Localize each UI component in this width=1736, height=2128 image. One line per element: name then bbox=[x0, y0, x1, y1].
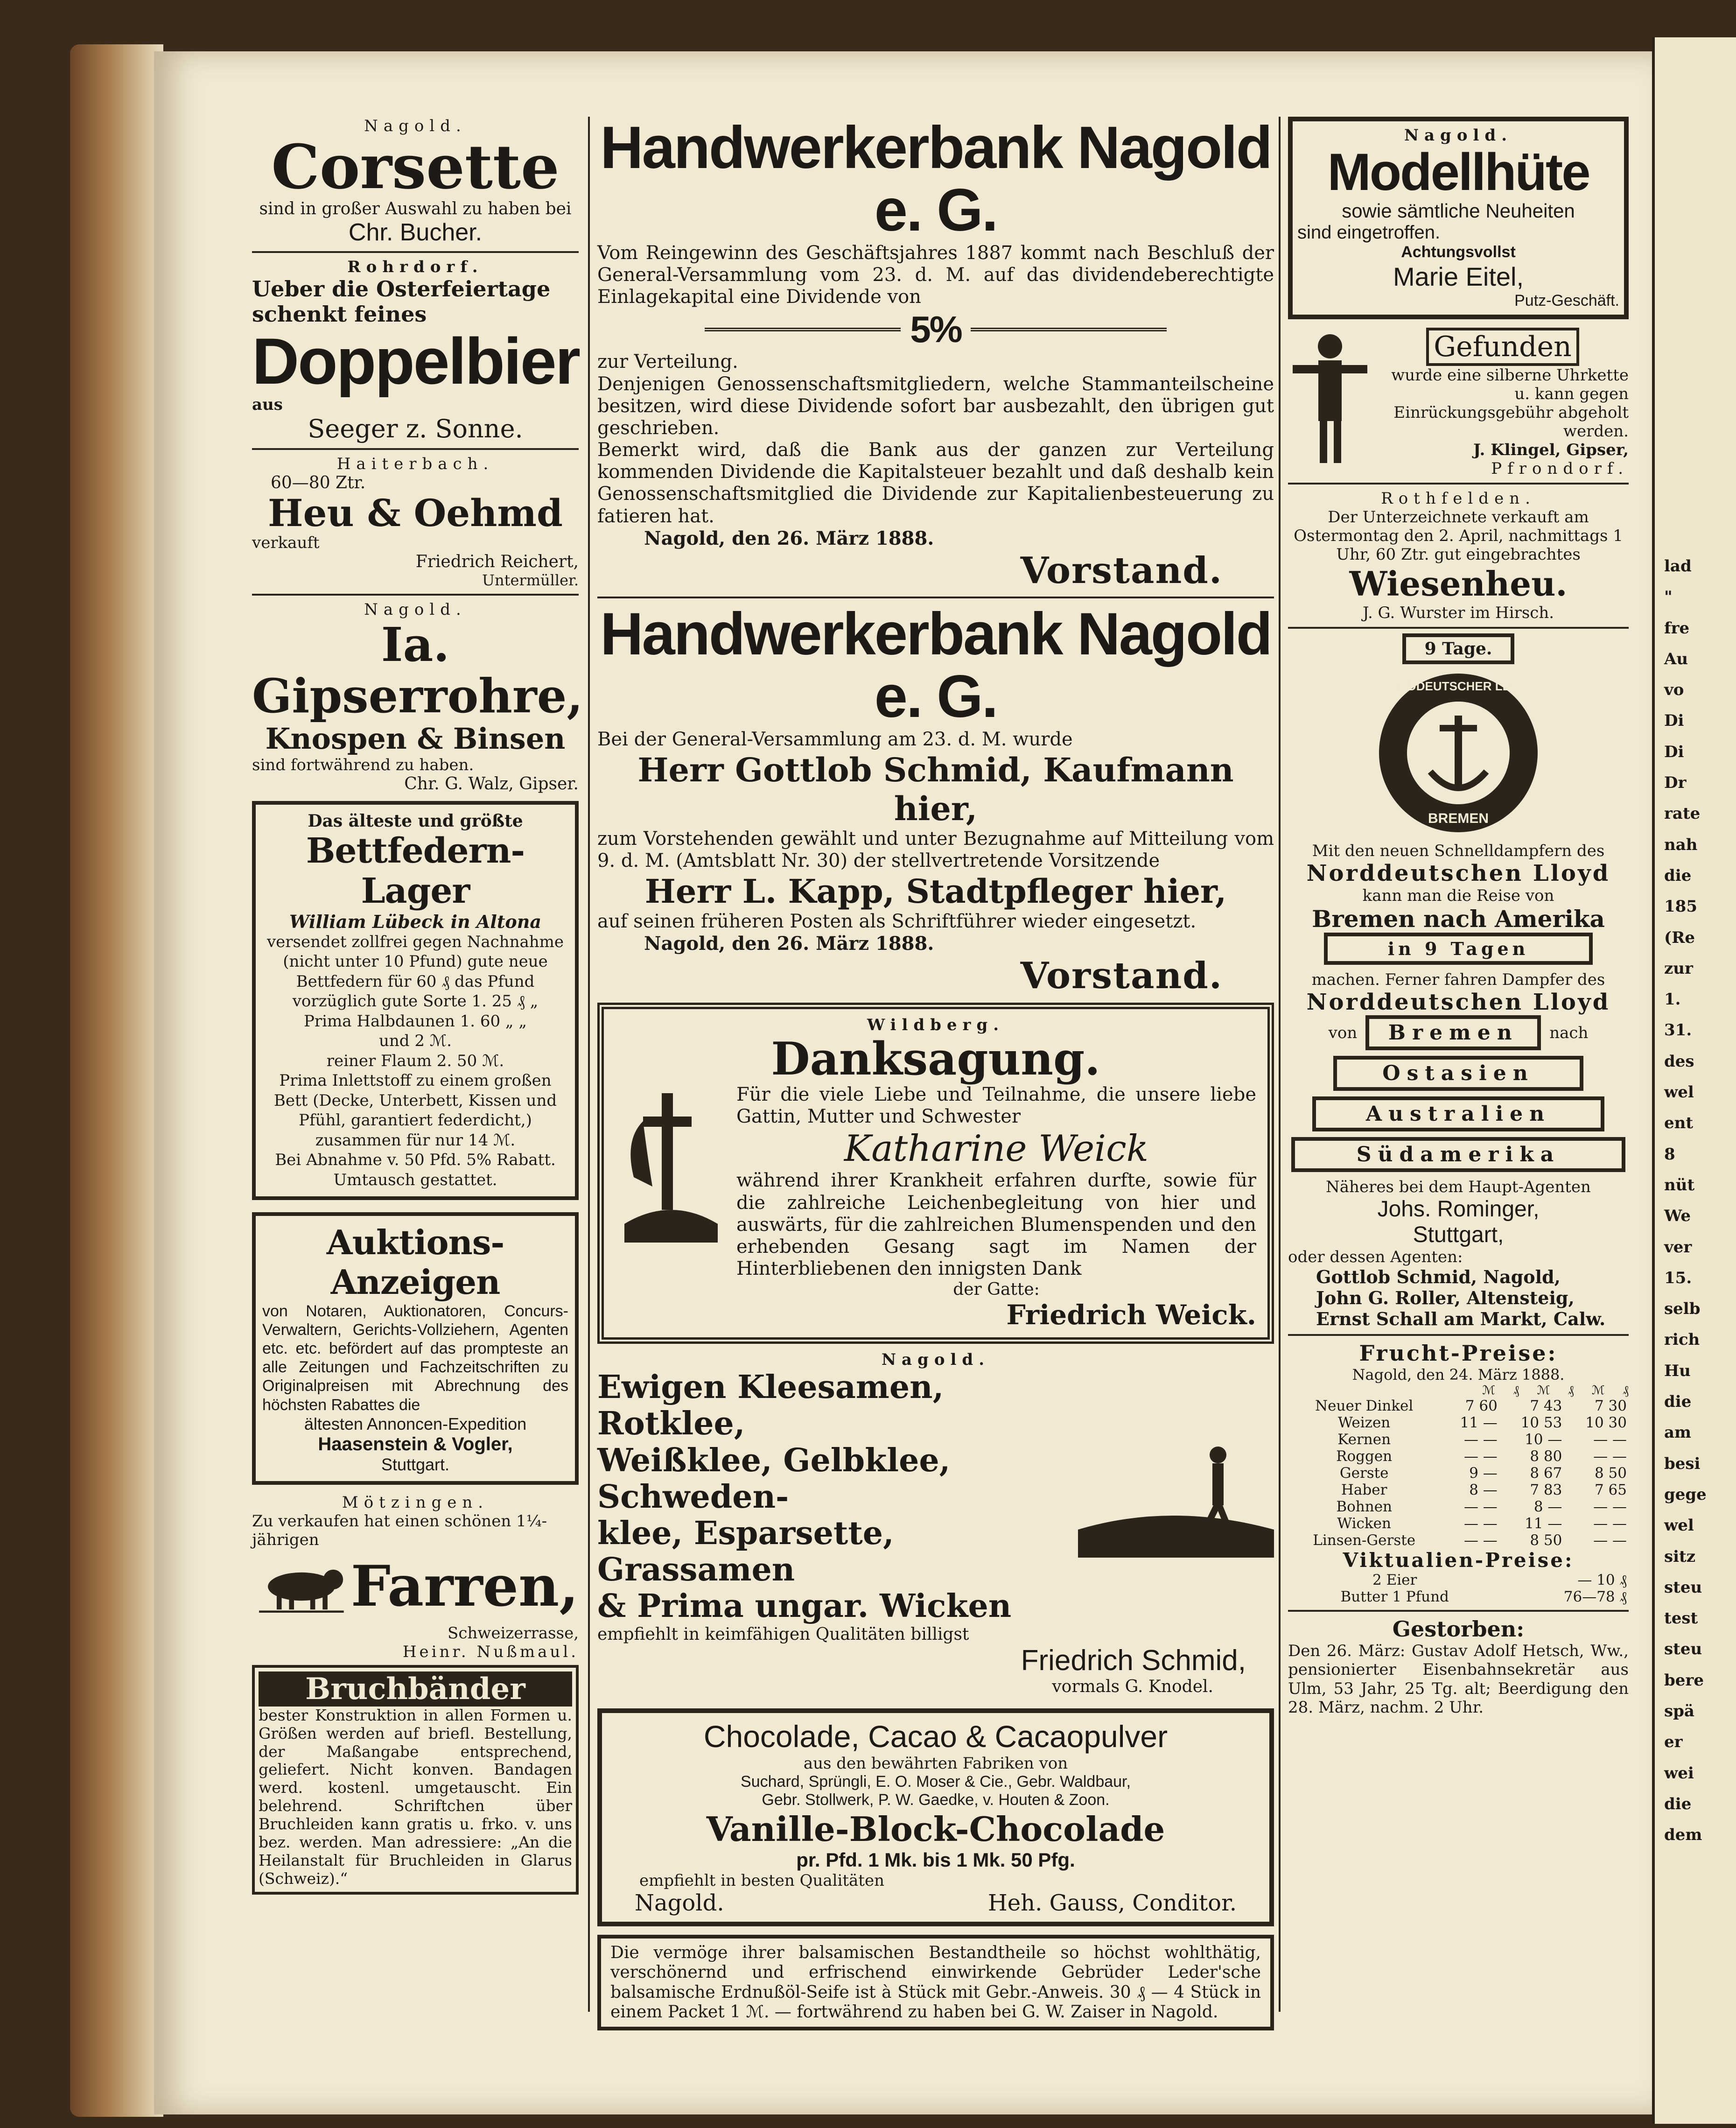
column-middle bbox=[597, 114, 1274, 2030]
ad-text: der Gatte: bbox=[953, 1280, 1040, 1299]
ad-name: Herr Gottlob Schmid, Kaufmann hier, bbox=[637, 750, 1234, 828]
price-value: 76—78 ₰ bbox=[1563, 1588, 1627, 1606]
ad-price: pr. Pfd. 1 Mk. bis 1 Mk. 50 Pfg. bbox=[796, 1848, 1075, 1871]
price-line: Bett (Decke, Unterbett, Kissen und bbox=[273, 1091, 557, 1110]
ad-title: Vanille-Block-Chocolade bbox=[706, 1809, 1165, 1849]
edge-fragment: Dr bbox=[1664, 773, 1687, 793]
edge-fragment: zur bbox=[1664, 959, 1693, 978]
ad-seller: Seeger z. Sonne. bbox=[308, 414, 523, 443]
ad-seller: Heh. Gauss, Conditor. bbox=[987, 1889, 1237, 1916]
ad-seller: Chr. G. Walz, Gipser. bbox=[404, 774, 579, 794]
edge-fragment: wei bbox=[1664, 1763, 1694, 1783]
price-item: Haber bbox=[1341, 1482, 1387, 1499]
ad-text: jährigen bbox=[252, 1530, 319, 1549]
edge-fragment: dem bbox=[1664, 1826, 1702, 1845]
price-value: — — bbox=[1593, 1448, 1627, 1465]
ad-text: machen. Ferner fahren Dampfer des bbox=[1311, 970, 1605, 990]
lloyd-seal bbox=[1374, 669, 1542, 837]
ad-title: Handwerkerbank Nagold e. G. bbox=[600, 600, 1271, 730]
price-line: Pfühl, garantiert federdicht,) bbox=[299, 1111, 532, 1130]
edge-fragment: wel bbox=[1664, 1516, 1694, 1535]
ad-text: kann man die Reise von bbox=[1362, 886, 1554, 906]
ad-title: Wiesenheu. bbox=[1349, 564, 1568, 604]
ad-city: Stuttgart. bbox=[381, 1454, 450, 1474]
ad-place: Nagold. bbox=[881, 1350, 990, 1370]
ad-title: Handwerkerbank Nagold e. G. bbox=[600, 114, 1271, 244]
ad-text: Bemerkt wird, daß die Bank aus der ganzen zur Verteilung kommenden Dividende die Kapitalsteuer bezahlt und daß deshalb kein Genossenschaftsmitglied die Dividende zur Kapitalienbesteuerung zu fatieren hat. bbox=[597, 439, 1274, 527]
ad-seller: Untermüller. bbox=[482, 571, 579, 589]
edge-fragment: die bbox=[1664, 866, 1692, 885]
ad-danksagung bbox=[597, 1003, 1274, 1344]
ad-text: nach bbox=[1549, 1023, 1589, 1042]
divider bbox=[1288, 1334, 1629, 1336]
ad-seller: Friedrich Reichert, bbox=[415, 552, 579, 571]
price-value: 7 65 bbox=[1594, 1482, 1627, 1499]
price-item: Roggen bbox=[1336, 1448, 1393, 1465]
edge-fragment: 15. bbox=[1664, 1268, 1692, 1287]
edge-fragment: (Re bbox=[1664, 928, 1695, 947]
ad-chocolade bbox=[597, 1708, 1274, 1926]
ad-place: Wildberg. bbox=[867, 1016, 1005, 1035]
ad-firm: William Lübeck in Altona bbox=[289, 911, 541, 932]
ad-name: Norddeutschen Lloyd bbox=[1306, 860, 1610, 887]
ad-city: Nagold. bbox=[635, 1889, 724, 1916]
grain-price-table bbox=[1288, 1398, 1629, 1549]
ad-doppelbier bbox=[252, 258, 579, 443]
ad-text: 60—80 Ztr. bbox=[271, 473, 366, 492]
price-value: 10 30 bbox=[1585, 1414, 1627, 1432]
grave-cross-illustration-icon bbox=[615, 1084, 727, 1252]
agent-line: Gottlob Schmid, Nagold, bbox=[1316, 1266, 1561, 1288]
divider bbox=[1288, 483, 1629, 485]
price-value: 7 43 bbox=[1530, 1398, 1562, 1415]
ad-text: empfiehlt in besten Qualitäten bbox=[639, 1871, 884, 1890]
ad-text: Zu verkaufen hat einen schönen 1¼- bbox=[252, 1511, 547, 1531]
ad-text: von bbox=[1328, 1023, 1358, 1042]
price-line: (nicht unter 10 Pfund) gute neue bbox=[283, 952, 548, 971]
price-value: 8 80 bbox=[1530, 1448, 1562, 1465]
edge-fragment: die bbox=[1664, 1392, 1692, 1412]
edge-fragment: vo bbox=[1664, 681, 1684, 700]
price-value: 8 — bbox=[1469, 1482, 1498, 1499]
price-value: 11 — bbox=[1525, 1515, 1562, 1532]
ad-text: sind in großer Auswahl zu haben bei bbox=[259, 199, 572, 218]
ad-seller: Chr. Bucher. bbox=[348, 218, 483, 246]
ad-modellhuete bbox=[1288, 117, 1629, 319]
edge-fragment: rate bbox=[1664, 804, 1701, 823]
edge-fragment: 8 bbox=[1664, 1145, 1675, 1164]
price-value: 9 — bbox=[1469, 1465, 1498, 1482]
agent-line: John G. Roller, Altensteig, bbox=[1316, 1287, 1575, 1309]
ad-agent: Johs. Rominger, bbox=[1377, 1197, 1540, 1222]
price-row bbox=[1288, 1414, 1629, 1431]
ad-title: Modellhüte bbox=[1327, 143, 1589, 201]
ad-text: verkauft bbox=[252, 533, 320, 552]
column-rule bbox=[588, 117, 590, 2012]
ad-firm: ältesten Annoncen-Expedition bbox=[304, 1414, 527, 1433]
ad-seller: J. G. Wurster im Hirsch. bbox=[1362, 604, 1554, 623]
ad-title bbox=[597, 1369, 1078, 1624]
ad-date: Nagold, den 26. März 1888. bbox=[644, 933, 934, 955]
viktualien-title: Viktualien-Preise: bbox=[1343, 1549, 1574, 1572]
ad-title: Bettfedern-Lager bbox=[306, 830, 525, 911]
ad-text: Bei der General-Versammlung am 23. d. M. wurde bbox=[597, 728, 1073, 750]
edge-fragment: des bbox=[1664, 1052, 1694, 1071]
prices-date: Nagold, den 24. März 1888. bbox=[1352, 1366, 1565, 1384]
edge-fragment: sitz bbox=[1664, 1547, 1696, 1566]
price-value: — — bbox=[1463, 1498, 1498, 1516]
ad-place: Nagold. bbox=[1404, 126, 1513, 145]
book-spine bbox=[70, 44, 163, 2117]
edge-fragment: rich bbox=[1664, 1330, 1700, 1349]
ad-text: wurde eine silberne Uhrkette u. kann gegen Einrückungsgebühr abgeholt werden. bbox=[1391, 365, 1629, 441]
ad-text: zur Verteilung. bbox=[597, 351, 738, 373]
ad-place: Haiterbach. bbox=[336, 454, 494, 473]
ad-place: Pfrondorf. bbox=[1491, 459, 1629, 478]
column-right bbox=[1288, 117, 1629, 1717]
ad-text: zum Vorstehenden gewählt und unter Bezugnahme auf Mitteilung vom 9. d. M. (Amtsblatt Nr. 30) der stellvertretende Vorsitzende bbox=[597, 828, 1274, 871]
ad-farren bbox=[252, 1493, 579, 1661]
ad-subtitle: Knospen & Binsen bbox=[265, 721, 566, 756]
prices-title: Frucht-Preise: bbox=[1359, 1341, 1558, 1366]
edge-fragment: besi bbox=[1664, 1454, 1701, 1473]
ad-text: bester Konstruktion in allen Formen u. Größen werden auf briefl. Bestellung, der Maßangabe entsprechend, geliefert. Nicht konven. Bandagen werd. kostenl. umgetauscht. Ein belehrend. Schriftchen über Bruchleiden kann gratis u. frko. v. uns bez. werden. Man adressiere: „An die Heilanstalt für Bruchleiden in Glarus (Schweiz).“ bbox=[259, 1706, 572, 1888]
ad-days: in 9 Tagen bbox=[1324, 933, 1593, 965]
edge-fragment: gege bbox=[1664, 1485, 1707, 1504]
edge-fragment: am bbox=[1664, 1423, 1692, 1442]
price-item: Gerste bbox=[1339, 1465, 1389, 1482]
edge-fragment: die bbox=[1664, 1794, 1692, 1813]
ad-text: Die vermöge ihrer balsamischen Bestandtheile so höchst wohlthätig, verschönernd und erfrischend einwirkende Gebrüder Leder'sche balsamische Erdnußöl-Seife ist à Stück mit Gebr.-Anweis. 30 ₰ — 4 Stück in einem Packet 1 ℳ. — fortwährend zu haben bei G. W. Zaiser in Nagold. bbox=[610, 1943, 1261, 2022]
ad-text: sowie sämtliche Neuheiten bbox=[1342, 199, 1575, 222]
ad-seife bbox=[597, 1935, 1274, 2031]
ad-kleesamen bbox=[597, 1350, 1274, 1696]
price-row bbox=[1288, 1572, 1629, 1588]
ad-text: Der Unterzeichnete verkauft am Ostermontag den 2. April, nachmittags 1 Uhr, 60 Ztr. gut eingebrachtes bbox=[1294, 508, 1623, 564]
price-line: Bettfedern für 60 ₰ das Pfund bbox=[296, 972, 535, 991]
product-line: Weißklee, Gelbklee, Schweden- bbox=[597, 1441, 951, 1516]
edge-fragment: Di bbox=[1664, 711, 1684, 730]
column-left bbox=[252, 117, 583, 1895]
price-value: 8 50 bbox=[1530, 1532, 1562, 1549]
ad-date: Nagold, den 26. März 1888. bbox=[644, 527, 934, 549]
destination-australien: Australien bbox=[1312, 1096, 1604, 1131]
ad-text: Denjenigen Genossenschaftsmitgliedern, welche Stammanteilscheine besitzen, wird diese Dividende sofort bar ausbezahlt, den übrigen gut geschrieben. bbox=[597, 373, 1274, 439]
price-value: 11 — bbox=[1460, 1414, 1498, 1432]
ad-text: empfiehlt in keimfähigen Qualitäten billigst bbox=[597, 1624, 969, 1644]
divider bbox=[1288, 627, 1629, 629]
destination-bremen: Bremen bbox=[1365, 1015, 1541, 1050]
edge-fragment: nüt bbox=[1664, 1175, 1695, 1194]
edge-fragment: fre bbox=[1664, 618, 1690, 638]
ad-name: Norddeutschen Lloyd bbox=[1306, 989, 1610, 1016]
ad-text: Gebr. Stollwerk, P. W. Gaedke, v. Houten & Zoon. bbox=[762, 1791, 1110, 1809]
edge-fragment: ver bbox=[1664, 1237, 1692, 1257]
edge-fragment: 1. bbox=[1664, 990, 1681, 1009]
ad-place: Rothfelden. bbox=[1381, 489, 1536, 508]
edge-fragment: lad bbox=[1664, 557, 1692, 576]
edge-fragment: ent bbox=[1664, 1114, 1694, 1133]
days-badge: 9 Tage. bbox=[1402, 633, 1515, 664]
ad-title: Bruchbänder bbox=[259, 1671, 572, 1707]
ad-text: Für die viele Liebe und Teilnahme, die unsere liebe Gattin, Mutter und Schwester bbox=[736, 1083, 1256, 1128]
price-item: Kernen bbox=[1337, 1431, 1391, 1448]
price-row bbox=[1288, 1465, 1629, 1482]
seal-text-top: NORDDEUTSCHER LLOYD bbox=[1380, 679, 1536, 694]
product-line: Ewigen Kleesamen, Rotklee, bbox=[597, 1369, 944, 1443]
ad-route: Bremen nach Amerika bbox=[1312, 905, 1605, 933]
ad-text: aus bbox=[252, 395, 283, 414]
ad-firm: Haasenstein & Vogler, bbox=[318, 1433, 513, 1454]
ad-text: vormals G. Knodel. bbox=[1052, 1677, 1213, 1696]
price-line: vorzüglich gute Sorte 1. 25 ₰ „ bbox=[292, 992, 539, 1011]
price-row bbox=[1288, 1532, 1629, 1549]
price-value: — — bbox=[1463, 1515, 1498, 1532]
price-line: reiner Flaum 2. 50 ℳ. bbox=[326, 1051, 504, 1070]
ad-seller: J. Klingel, Gipser, bbox=[1473, 441, 1629, 460]
price-value: — — bbox=[1463, 1448, 1498, 1465]
price-line: Bei Abnahme v. 50 Pfd. 5% Rabatt. bbox=[275, 1151, 556, 1169]
price-item: Linsen-Gerste bbox=[1313, 1532, 1416, 1549]
price-row bbox=[1288, 1482, 1629, 1498]
ad-text: während ihrer Krankheit erfahren durfte, sowie für die zahlreiche Leichenbegleitung von hier und auswärts, für die zahlreichen Blumenspenden und den erhebenden Gesang sagt im Namen der Hinterbliebenen den innigsten Dank bbox=[736, 1170, 1256, 1280]
agent-line: Ernst Schall am Markt, Calw. bbox=[1316, 1308, 1606, 1330]
edge-fragment: Au bbox=[1664, 649, 1688, 668]
ad-text: oder dessen Agenten: bbox=[1288, 1248, 1463, 1267]
ad-text: sind fortwährend zu haben. bbox=[252, 755, 474, 774]
price-row bbox=[1288, 1515, 1629, 1532]
price-line: zusammen für nur 14 ℳ. bbox=[315, 1131, 516, 1150]
price-value: 7 60 bbox=[1465, 1398, 1498, 1415]
price-line: und 2 ℳ. bbox=[379, 1032, 452, 1050]
price-line: versendet zollfrei gegen Nachnahme bbox=[266, 932, 564, 951]
ad-bank-dividend bbox=[597, 114, 1274, 592]
ad-gefunden bbox=[1288, 328, 1629, 478]
ad-text: Putz-Geschäft. bbox=[1514, 291, 1619, 309]
price-value: — — bbox=[1463, 1431, 1498, 1448]
edge-fragment: test bbox=[1664, 1609, 1698, 1628]
ad-title: Chocolade, Cacao & Cacaopulver bbox=[703, 1719, 1168, 1754]
destination-suedamerika: Südamerika bbox=[1291, 1137, 1625, 1172]
divider bbox=[252, 594, 579, 596]
ad-text: Schweizerrasse, bbox=[448, 1623, 579, 1643]
market-prices bbox=[1288, 1341, 1629, 1605]
edge-fragment: wel bbox=[1664, 1083, 1694, 1102]
destination-ostasien: Ostasien bbox=[1333, 1056, 1583, 1091]
dividend-value: 5% bbox=[910, 309, 961, 351]
price-line: Umtausch gestattet. bbox=[333, 1170, 497, 1189]
product-line: & Prima ungar. Wicken bbox=[597, 1587, 1012, 1625]
ad-signature: Vorstand. bbox=[1020, 549, 1223, 592]
ad-title: Doppelbier bbox=[252, 324, 580, 398]
divider bbox=[252, 448, 579, 450]
notice-text: Den 26. März: Gustav Adolf Hetsch, Ww., pensionierter Eisenbahnsekretär aus Ulm, 53 Jahr, 25 Tg. alt; Beerdigung den 28. März, nachm. 2 Uhr. bbox=[1288, 1642, 1629, 1717]
ad-kicker: Das älteste und größte bbox=[308, 811, 523, 831]
viktualien-price-table bbox=[1288, 1572, 1629, 1605]
price-row bbox=[1288, 1431, 1629, 1448]
ad-text: sind eingetroffen. bbox=[1297, 222, 1441, 243]
ad-signature: Friedrich Weick. bbox=[1006, 1299, 1256, 1331]
messenger-illustration-icon bbox=[1288, 328, 1372, 468]
price-value: — — bbox=[1593, 1431, 1627, 1448]
ad-name: Katharine Weick bbox=[844, 1128, 1149, 1170]
price-row bbox=[1288, 1398, 1629, 1414]
ad-title: Corsette bbox=[271, 131, 560, 203]
ad-title: Auktions-Anzeigen bbox=[326, 1222, 504, 1302]
price-row bbox=[1288, 1588, 1629, 1605]
price-value: — — bbox=[1593, 1532, 1627, 1549]
ad-text: Suchard, Sprüngli, E. O. Moser & Cie., Gebr. Waldbaur, bbox=[741, 1772, 1131, 1791]
ad-title: Heu & Oehmd bbox=[268, 491, 563, 535]
ad-auktion bbox=[252, 1212, 579, 1485]
ad-text: Mit den neuen Schnelldampfern des bbox=[1312, 842, 1605, 861]
price-line: Prima Inlettstoff zu einem großen bbox=[279, 1071, 552, 1090]
edge-fragment: selb bbox=[1664, 1299, 1701, 1319]
adjacent-page-edge bbox=[1652, 37, 1736, 2124]
ad-corsette bbox=[252, 117, 579, 246]
price-row bbox=[1288, 1498, 1629, 1515]
price-value: 10 53 bbox=[1520, 1414, 1562, 1432]
ad-text: Vom Reingewinn des Geschäftsjahres 1887 kommt nach Beschluß der General-Versammlung vom 23. d. M. auf das dividendeberechtigte Einlagekapital eine Dividende von bbox=[597, 242, 1274, 308]
price-row bbox=[1288, 1448, 1629, 1465]
price-value: — 10 ₰ bbox=[1577, 1572, 1627, 1589]
price-item: Butter 1 Pfund bbox=[1340, 1588, 1449, 1606]
ad-title: Farren, bbox=[350, 1553, 579, 1620]
edge-fragment: " bbox=[1664, 588, 1673, 607]
divider bbox=[1288, 1610, 1629, 1612]
price-item: Bohnen bbox=[1336, 1498, 1392, 1516]
price-value: 7 83 bbox=[1530, 1482, 1562, 1499]
seal-text-bottom: BREMEN bbox=[1428, 811, 1489, 827]
ad-text: aus den bewährten Fabriken von bbox=[803, 1754, 1068, 1773]
product-line: klee, Esparsette, Grassamen bbox=[597, 1515, 894, 1589]
price-value: 7 30 bbox=[1594, 1398, 1627, 1415]
ad-bank-vorstand bbox=[597, 600, 1274, 997]
ad-wiesenheu bbox=[1288, 489, 1629, 622]
edge-fragment: Hu bbox=[1664, 1361, 1691, 1380]
price-item: Wicken bbox=[1337, 1515, 1391, 1532]
adjacent-page-text bbox=[1655, 37, 1736, 1850]
price-line: Prima Halbdaunen 1. 60 „ „ bbox=[304, 1011, 527, 1031]
edge-fragment: bere bbox=[1664, 1671, 1704, 1690]
price-value: 10 — bbox=[1525, 1431, 1562, 1448]
price-value: — — bbox=[1593, 1498, 1627, 1516]
divider bbox=[252, 251, 579, 253]
ad-signature: Vorstand. bbox=[1020, 955, 1223, 997]
ad-place: Rohrdorf. bbox=[347, 257, 483, 276]
ad-text: auf seinen früheren Posten als Schriftführer wieder eingesetzt. bbox=[597, 911, 1197, 933]
ad-gipser bbox=[252, 600, 583, 794]
ad-bruchbaender bbox=[252, 1665, 579, 1895]
newspaper-page bbox=[154, 51, 1652, 2114]
notice-title: Gestorben: bbox=[1392, 1616, 1525, 1642]
edge-fragment: Di bbox=[1664, 742, 1684, 761]
column-rule bbox=[1279, 117, 1281, 2012]
price-value: — — bbox=[1463, 1532, 1498, 1549]
ad-heu bbox=[252, 455, 579, 589]
ad-seller: Heinr. Nußmaul. bbox=[402, 1642, 579, 1661]
edge-fragment: spä bbox=[1664, 1701, 1694, 1721]
agent-list bbox=[1288, 1266, 1629, 1329]
ad-text: Näheres bei dem Haupt-Agenten bbox=[1326, 1178, 1591, 1197]
divider bbox=[597, 597, 1274, 598]
price-item: Neuer Dinkel bbox=[1315, 1398, 1414, 1415]
price-value: 8 67 bbox=[1530, 1465, 1562, 1482]
edge-fragment: steu bbox=[1664, 1640, 1702, 1659]
price-item: 2 Eier bbox=[1372, 1572, 1417, 1589]
ad-text: Achtungsvollst bbox=[1401, 243, 1516, 261]
price-item: Weizen bbox=[1338, 1414, 1391, 1432]
death-notice bbox=[1288, 1616, 1629, 1716]
bull-illustration-icon bbox=[252, 1549, 351, 1624]
ad-agent-city: Stuttgart, bbox=[1413, 1222, 1504, 1248]
edge-fragment: steu bbox=[1664, 1578, 1702, 1597]
ad-title: Danksagung. bbox=[771, 1032, 1100, 1086]
ad-norddeutscher-lloyd bbox=[1288, 633, 1629, 1329]
ad-title: Gefunden bbox=[1426, 328, 1579, 366]
ad-place: Mötzingen. bbox=[342, 1493, 489, 1512]
ad-seller: Marie Eitel, bbox=[1393, 261, 1524, 291]
ad-text: schenkt feines bbox=[252, 301, 427, 327]
price-value: 8 50 bbox=[1594, 1465, 1627, 1482]
price-value: 8 — bbox=[1533, 1498, 1562, 1516]
prices-units: ℳ ₰ ℳ ₰ ℳ ₰ bbox=[1482, 1384, 1629, 1398]
sower-illustration-icon bbox=[1078, 1436, 1274, 1558]
edge-fragment: nah bbox=[1664, 835, 1698, 854]
ad-seller: Friedrich Schmid, bbox=[1021, 1644, 1246, 1677]
ad-price-list bbox=[262, 932, 568, 1190]
ad-text: von Notaren, Auktionatoren, Concurs-Verwaltern, Gerichts-Vollziehern, Agenten etc. etc. befördert auf das prompteste an alle Zeitungen und Fachzeitschriften zu Originalpreisen mit Abrechnung des höchsten Rabattes die bbox=[262, 1302, 568, 1414]
edge-fragment: 31. bbox=[1664, 1021, 1692, 1040]
ad-name: Herr L. Kapp, Stadtpfleger hier, bbox=[644, 872, 1227, 911]
ad-bettfedern bbox=[252, 801, 579, 1201]
price-value: — — bbox=[1593, 1515, 1627, 1532]
edge-fragment: 185 bbox=[1664, 897, 1697, 916]
edge-fragment: er bbox=[1664, 1733, 1683, 1752]
ad-title: Ia. Gipserrohre, bbox=[252, 617, 583, 723]
ad-place: Nagold. bbox=[364, 117, 467, 135]
ad-place: Nagold. bbox=[364, 600, 467, 619]
edge-fragment: We bbox=[1664, 1207, 1691, 1226]
ad-text: Ueber die Osterfeiertage bbox=[252, 276, 551, 302]
